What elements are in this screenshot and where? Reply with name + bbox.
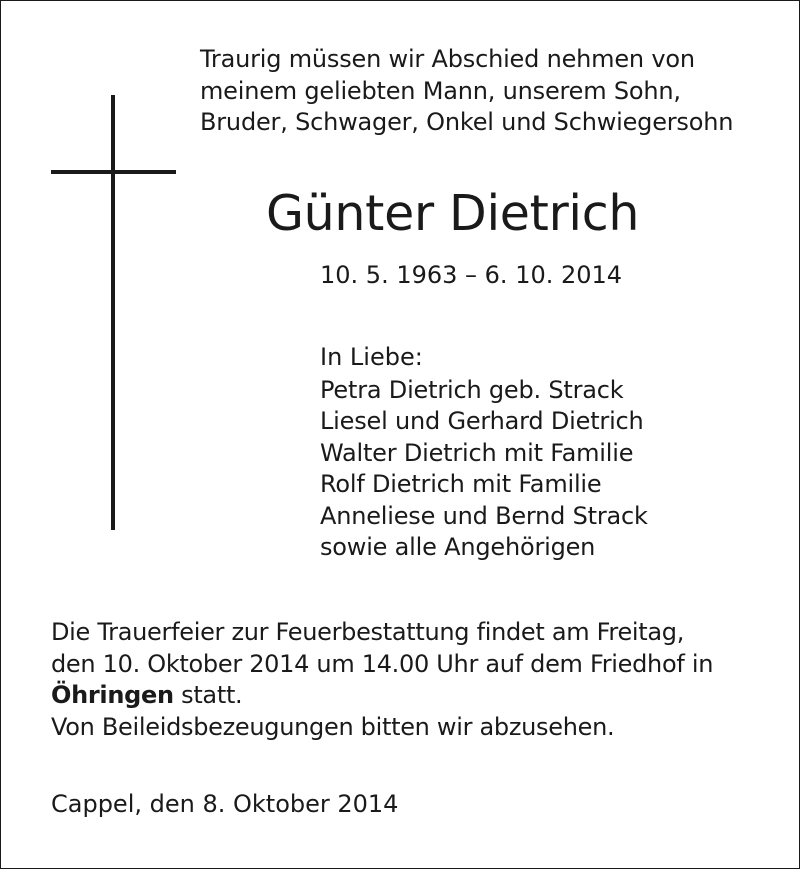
ceremony-info xyxy=(51,617,713,743)
intro-line: meinem geliebten Mann, unserem Sohn, xyxy=(200,76,681,105)
cross-icon-horizontal-bar xyxy=(51,170,176,174)
mourners-list xyxy=(320,375,648,563)
ceremony-line: den 10. Oktober 2014 um 14.00 Uhr auf dem Friedhof in xyxy=(51,649,714,678)
mourner-name: Walter Dietrich mit Familie xyxy=(320,438,634,467)
cross-icon-vertical-bar xyxy=(111,95,115,530)
intro-line: Traurig müssen wir Abschied nehmen von xyxy=(200,45,695,73)
mourner-name: Petra Dietrich geb. Strack xyxy=(320,376,624,404)
ceremony-place-line xyxy=(51,680,713,712)
ceremony-place-suffix: statt. xyxy=(173,681,243,709)
mourner-name: sowie alle Angehörigen xyxy=(320,533,596,562)
ceremony-line: Die Trauerfeier zur Feuerbestattung findet am Freitag, xyxy=(51,618,685,646)
mourner-name: Liesel und Gerhard Dietrich xyxy=(320,407,644,436)
mourner-name: Rolf Dietrich mit Familie xyxy=(320,470,602,499)
deceased-name: Günter Dietrich xyxy=(266,185,640,242)
mourners-heading: In Liebe: xyxy=(320,343,423,371)
ceremony-line: Von Beileidsbezeugungen bitten wir abzusehen. xyxy=(51,712,615,741)
life-dates: 10. 5. 1963 – 6. 10. 2014 xyxy=(320,261,623,289)
mourner-name: Anneliese und Bernd Strack xyxy=(320,501,648,530)
intro-line: Bruder, Schwager, Onkel und Schwiegersohn xyxy=(200,108,734,136)
intro-text xyxy=(200,44,733,139)
ceremony-place: Öhringen xyxy=(51,681,174,709)
place-and-date: Cappel, den 8. Oktober 2014 xyxy=(51,790,399,818)
